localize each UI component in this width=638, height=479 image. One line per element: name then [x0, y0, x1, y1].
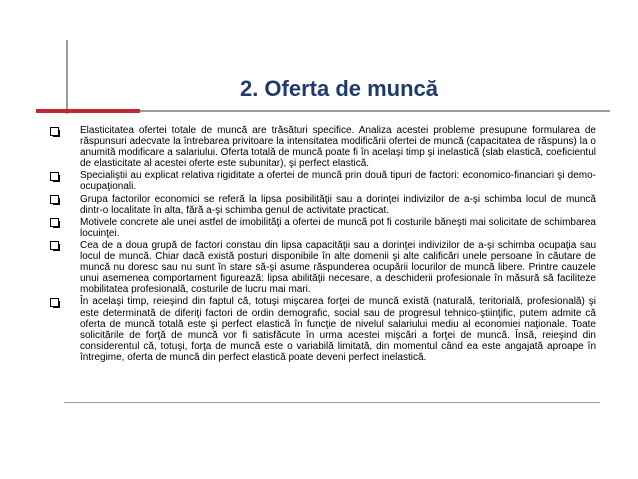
square-bullet-icon — [50, 218, 59, 227]
square-bullet-icon — [50, 298, 59, 307]
bullet-item — [44, 125, 596, 169]
bullet-text: Specialiştii au explicat relativa rigiditate a ofertei de muncă prin două tipuri de factori: economico-financiari şi demo-ocupaţionali. — [80, 170, 596, 193]
title-underline-rule — [140, 110, 610, 112]
bullet-item — [44, 170, 596, 192]
square-bullet-icon — [50, 195, 59, 204]
bullet-item — [44, 217, 596, 239]
bullet-item — [44, 296, 596, 363]
bullet-text: Cea de a doua grupă de factori constau din lipsa capacităţii sau a dorinţei indivizilor de a-şi schimba ocupaţia sau locul de muncă. Chiar dacă există posturi disponibile în alte domenii şi alte calificări unele persoane în căutare de muncă nu doresc sau nu sunt în stare să-şi asume răspunderea ocupării locurilor de muncă libere. Printre cauzele unui asemenea comportament figurează: lipsa abilităţii necesare, a deschiderii profesionale în măsură să faciliteze mobilitatea profesională, costurile de lucru mai mari. — [80, 239, 596, 296]
square-bullet-icon — [50, 172, 59, 181]
square-bullet-icon — [50, 127, 59, 136]
bullet-text: Grupa factorilor economici se referă la lipsa posibilităţii sau a dorinţei indivizilor de a-şi schimba locul de muncă dintr-o localitate în alta, fără a-şi schimba genul de activitate practicat. — [80, 193, 596, 216]
bullet-item — [44, 240, 596, 295]
bullet-text: Elasticitatea ofertei totale de muncă are trăsături specifice. Analiza acestei probleme presupune formularea de răspunsuri adecvate la întrebarea privitoare la intensitatea modificării ofertei de muncă (capacitatea de răspuns) la o anumită modificare a salariului. Oferta totală de muncă poate fi în acelaşi timp şi inelastică (slab elastică, coeficientul de elasticitate al acestei oferte este subunitar), şi perfect elastică. — [80, 125, 596, 170]
bullet-list — [44, 125, 596, 364]
slide-title: 2. Oferta de muncă — [239, 76, 439, 101]
bullet-text: În acelaşi timp, reieşind din faptul că, totuşi mişcarea forţei de muncă există (naturală, teritorială, profesională) şi este determinată de diferiţi factori de ordin demografic, social sau de progresul tehnico-ştiinţific, putem admite că oferta de muncă totală este şi perfect elastică în funcţie de nivelul salariului mediu al economiei naţionale. Toate solicitările de forţă de muncă vor fi satisfăcute în urma acestei mişcări a forţei de muncă. Însă, reieşind din considerentul că, totuşi, forţa de muncă este o variabilă limitată, din momentul când ea este angajată aproape în întregime, oferta de muncă din perfect elastică poate deveni perfect inelastică. — [80, 296, 596, 363]
square-bullet-icon — [50, 241, 59, 250]
title-accent-rule — [36, 109, 140, 113]
footer-rule — [64, 402, 600, 403]
bullet-item — [44, 194, 596, 216]
bullet-text: Motivele concrete ale unei astfel de imobilităţi a ofertei de muncă pot fi costurile băneşti mai solicitate de schimbarea locuinţei. — [80, 216, 596, 239]
